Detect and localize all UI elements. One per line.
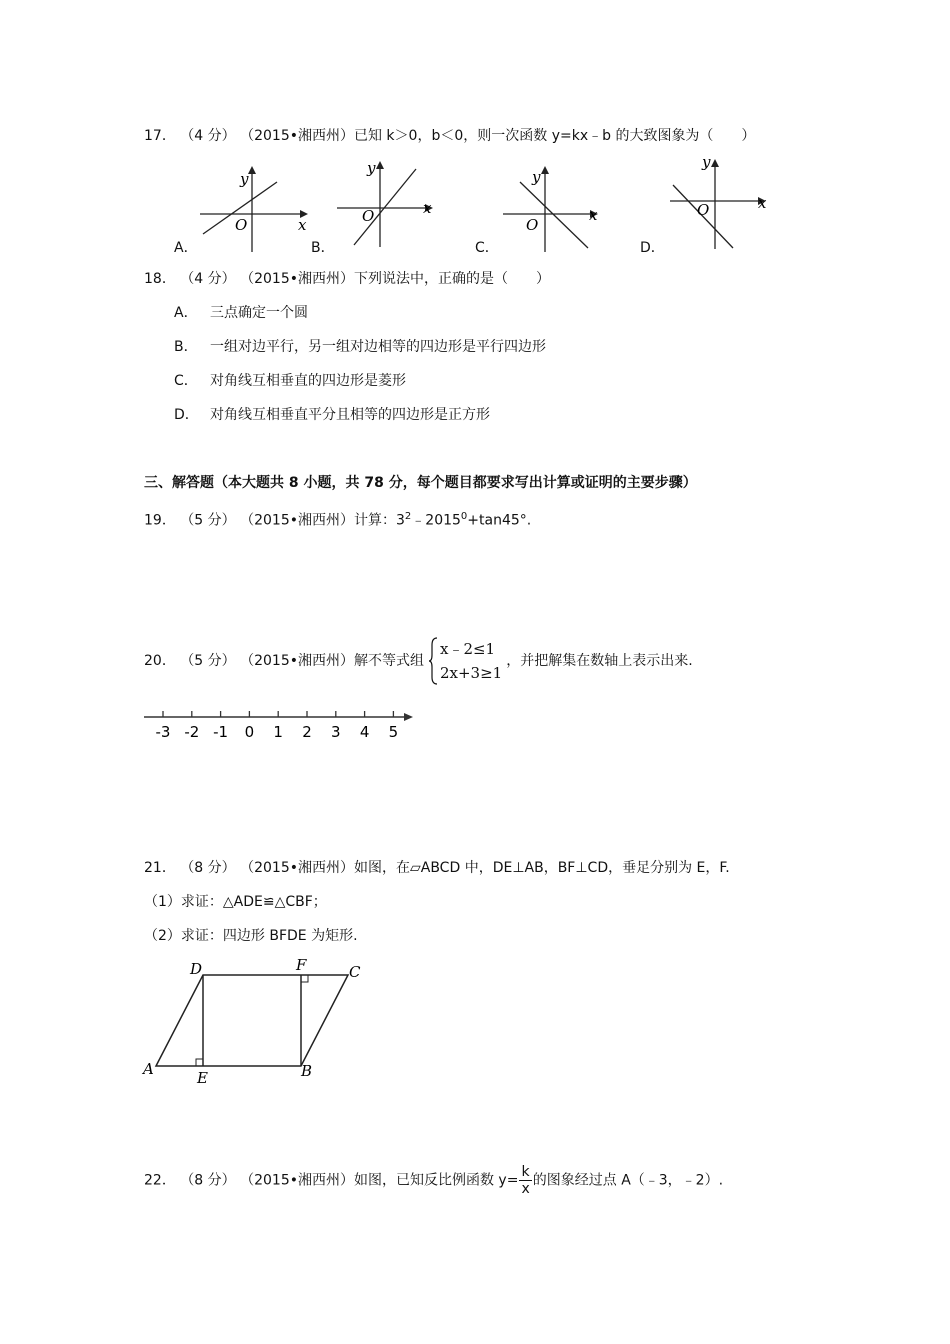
q20-brace <box>428 637 438 685</box>
q20-stem <box>144 637 693 685</box>
q18-option-a-text: 三点确定一个圆 <box>210 305 308 321</box>
q22-stem <box>144 1164 723 1197</box>
q17-option-b-letter: B． <box>311 240 335 256</box>
q19-exp2: 0 <box>460 511 468 522</box>
q20-prefix: 解不等式组 <box>353 653 424 669</box>
q17a-origin-label: O <box>235 216 248 234</box>
q17-graph-d <box>665 153 780 253</box>
q18-source: （2015•湘西州） <box>240 271 354 287</box>
q20-number-line <box>140 705 420 745</box>
q21-label-b: B <box>301 1062 313 1080</box>
q17-source: （2015•湘西州） <box>240 128 354 144</box>
q21-label-a: A <box>143 1060 154 1078</box>
q22-fraction-numerator: k <box>519 1164 531 1181</box>
q20-inequality-2: 2x+3≥1 <box>439 664 503 682</box>
q20-score: （5 分） <box>180 653 236 669</box>
q18-option-c-text: 对角线互相垂直的四边形是菱形 <box>210 373 406 389</box>
q17b-x-label: x <box>423 199 432 217</box>
number-line-tick-label: -3 <box>155 723 171 741</box>
q17a-y-label: y <box>240 170 249 188</box>
number-line-tick-label: 4 <box>359 723 370 741</box>
q17a-x-label: x <box>298 216 307 234</box>
q17d-x-label: x <box>758 194 767 212</box>
q21-part-2: （2）求证：四边形 BFDE 为矩形. <box>144 928 358 944</box>
q21-label-c: C <box>349 963 361 981</box>
q19-number: 19． <box>144 512 176 529</box>
q18-option-b-letter: B． <box>174 339 198 355</box>
q18-number: 18． <box>144 271 176 287</box>
q17d-origin-label: O <box>697 201 710 219</box>
q18-option-c-letter: C． <box>174 373 198 389</box>
q17-number: 17． <box>144 128 176 144</box>
q19-score: （5 分） <box>180 512 236 529</box>
q17-stem <box>144 126 755 146</box>
q22-fraction <box>519 1164 531 1197</box>
number-line-tick-label: -2 <box>184 723 200 741</box>
number-line-tick-label: 2 <box>302 723 312 741</box>
q18-score: （4 分） <box>180 271 236 287</box>
q17c-origin-label: O <box>526 216 539 234</box>
q17b-origin-label: O <box>362 207 375 225</box>
q22-score: （8 分） <box>180 1172 236 1189</box>
q20-source: （2015•湘西州） <box>240 653 354 669</box>
q17-graph-b <box>332 155 447 250</box>
q22-fraction-denominator: x <box>521 1181 530 1197</box>
q21-label-d: D <box>190 960 203 978</box>
q22-prefix: 如图，已知反比例函数 y= <box>353 1172 519 1189</box>
q21-text: 如图，在▱ABCD 中，DE⊥AB，BF⊥CD，垂足分别为 E，F. <box>353 860 730 876</box>
q19-mid: ﹣2015 <box>411 512 461 529</box>
q18-option-b <box>174 337 546 357</box>
number-line-tick-label: 1 <box>273 723 283 741</box>
number-line-tick-label: -1 <box>213 723 229 741</box>
q17-graph-c <box>498 160 613 255</box>
q18-stem <box>144 269 550 289</box>
q22-suffix: 的图象经过点 A（﹣3，﹣2）. <box>532 1172 724 1189</box>
number-line-tick-label: 3 <box>331 723 341 741</box>
number-line-tick-label: 5 <box>388 723 399 741</box>
q21-number: 21． <box>144 860 176 876</box>
q17-option-d-letter: D． <box>640 240 665 256</box>
q20-suffix: ，并把解集在数轴上表示出来. <box>506 653 693 669</box>
q19-stem <box>144 507 531 531</box>
q17d-y-label: y <box>702 153 711 171</box>
number-line-tick-label: 0 <box>244 723 255 741</box>
q18-text: 下列说法中，正确的是（ ） <box>353 271 550 287</box>
q21-part-1: （1）求证：△ADE≌△CBF； <box>144 894 327 910</box>
q17c-x-label: x <box>589 206 598 224</box>
q19-suffix: +tan45°. <box>467 512 532 529</box>
q21-label-f: F <box>296 956 307 974</box>
q21-stem <box>144 858 730 878</box>
q17-option-c-letter: C． <box>475 240 499 256</box>
q18-option-d-letter: D． <box>174 407 199 423</box>
q20-inequality-system <box>428 637 502 685</box>
q18-option-a-letter: A． <box>174 305 198 321</box>
q17c-y-label: y <box>532 168 541 186</box>
q18-option-d <box>174 405 490 425</box>
q17-text: 已知 k＞0，b＜0，则一次函数 y=kx﹣b 的大致图象为（ ） <box>353 128 756 144</box>
q17-option-a-letter: A． <box>174 240 198 256</box>
q20-number: 20． <box>144 653 176 669</box>
q17-score: （4 分） <box>180 128 236 144</box>
q18-option-c <box>174 371 406 391</box>
q18-option-d-text: 对角线互相垂直平分且相等的四边形是正方形 <box>210 407 490 423</box>
q21-source: （2015•湘西州） <box>240 860 354 876</box>
q18-option-b-text: 一组对边平行，另一组对边相等的四边形是平行四边形 <box>210 339 546 355</box>
q17b-y-label: y <box>367 159 376 177</box>
q17-graph-a <box>195 160 310 255</box>
q21-label-e: E <box>197 1069 208 1087</box>
q22-number: 22． <box>144 1172 176 1189</box>
q19-prefix: 计算：3 <box>353 512 405 529</box>
q20-inequality-1: x﹣2≤1 <box>439 640 496 658</box>
q18-option-a <box>174 303 308 323</box>
q21-parallelogram-figure <box>135 955 375 1090</box>
section-3-heading: 三、解答题（本大题共 8 小题，共 78 分，每个题目都要求写出计算或证明的主要步骤） <box>144 475 697 491</box>
q22-source: （2015•湘西州） <box>240 1172 354 1189</box>
q19-exp1: 2 <box>404 511 412 522</box>
q21-score: （8 分） <box>180 860 236 876</box>
q19-source: （2015•湘西州） <box>240 512 354 529</box>
